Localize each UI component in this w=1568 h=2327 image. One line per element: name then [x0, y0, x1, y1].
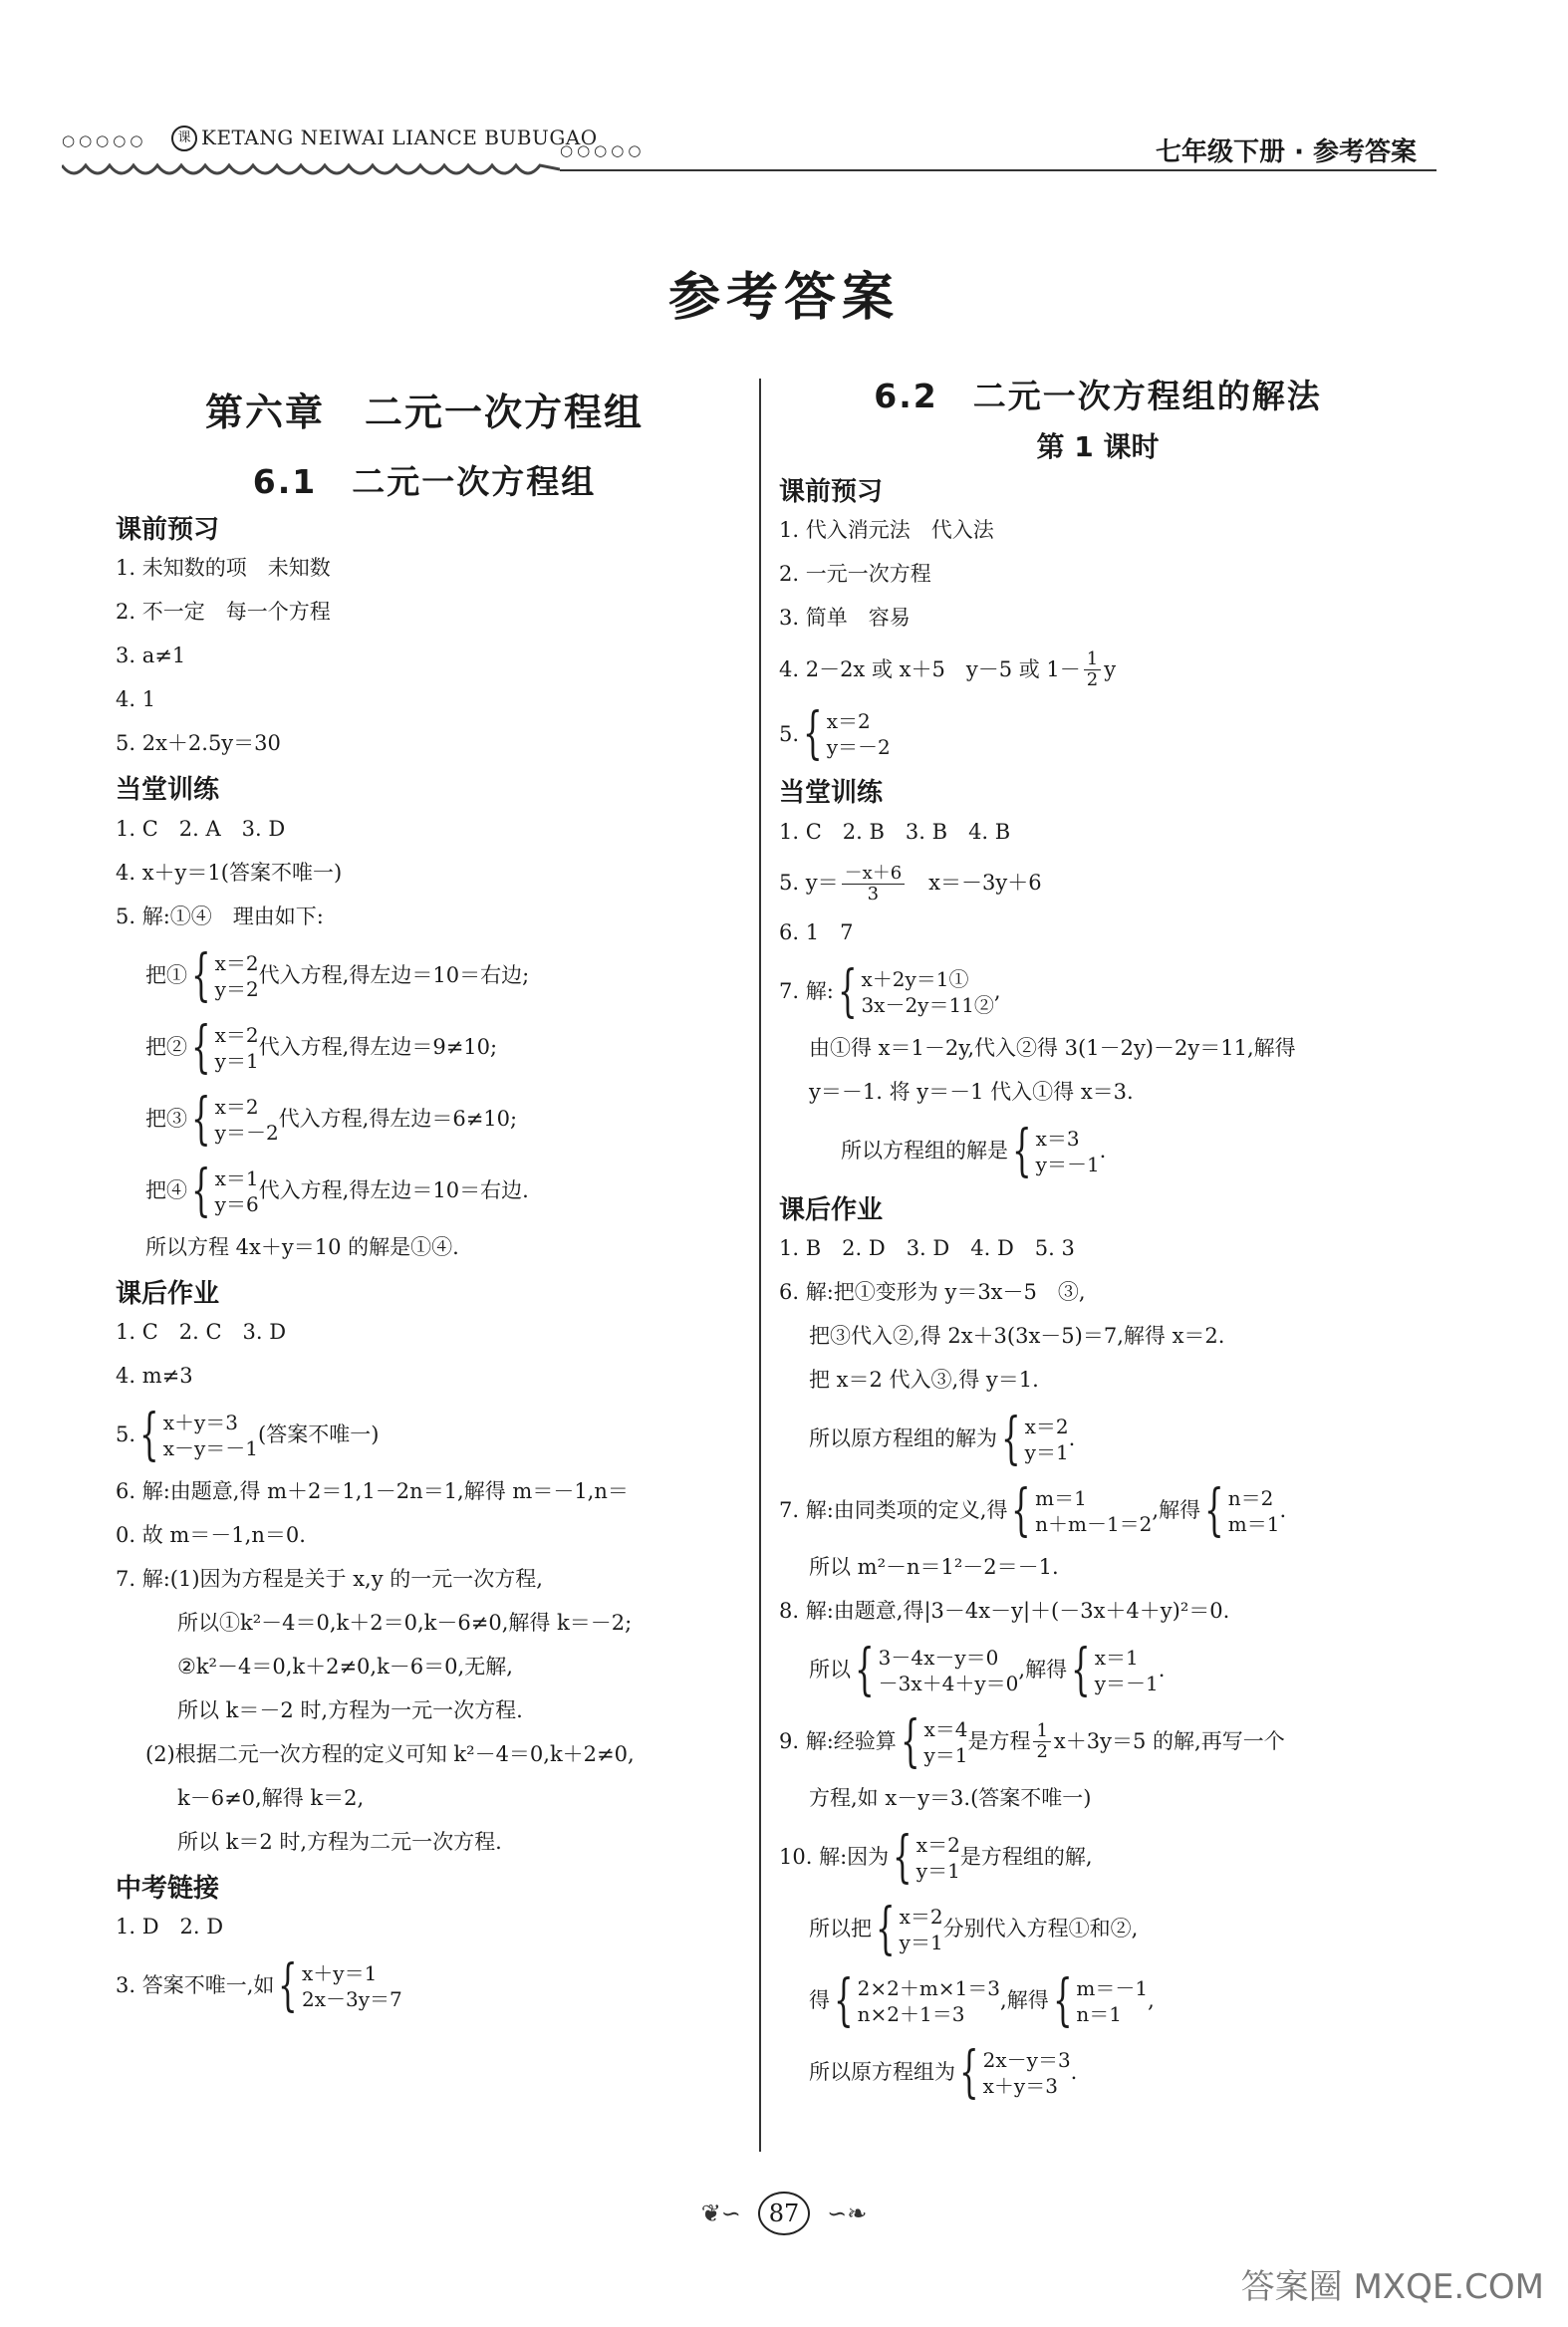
brace: {	[959, 2039, 979, 2105]
fraction	[1033, 1721, 1050, 1762]
category-heading: 中考链接	[116, 1873, 220, 1904]
equation-suffix: 代入方程,得左边＝10＝右边;	[258, 962, 530, 987]
answer-line: 6. 1 7	[779, 919, 854, 944]
equation-suffix: ,	[1148, 1988, 1155, 2013]
answer-line: 把 x＝2 代入③,得 y＝1.	[809, 1367, 1039, 1392]
equation: n＋m－1＝2	[1035, 1511, 1153, 1536]
equation: n＝1	[1076, 2001, 1122, 2026]
equation-suffix: 分别代入方程①和②,	[942, 1917, 1139, 1941]
equation-prefix: 5.	[116, 1422, 136, 1447]
equation-suffix: ,	[993, 978, 1001, 1003]
equation-prefix: 把②	[145, 1034, 187, 1059]
denominator: 2	[1086, 669, 1099, 691]
equation-prefix: 所以原方程组的解为	[809, 1426, 997, 1451]
equation-system-line	[779, 1967, 1417, 2033]
equation-system-line	[779, 2039, 1417, 2105]
equation-prefix: 得	[809, 1988, 830, 2013]
equation: y＝－1	[1035, 1152, 1100, 1176]
equation-stack	[1228, 1485, 1280, 1537]
equation-stack	[1095, 1645, 1159, 1696]
equation: m＝1	[1035, 1485, 1087, 1510]
answer-line: 6. 解:由题意,得 m＋2＝1,1－2n＝1,解得 m＝－1,n＝	[116, 1478, 629, 1503]
equation-suffix: 代入方程,得左边＝6≠10;	[278, 1106, 518, 1131]
answer-line: (2)根据二元一次方程的定义可知 k²－4＝0,k＋2≠0,	[145, 1741, 635, 1766]
numerator: －x＋6	[842, 864, 906, 885]
equation: n×2＋1＝3	[857, 2001, 965, 2026]
answer-line: 6. 解:把①变形为 y＝3x－5 ③,	[779, 1279, 1086, 1304]
page-header	[62, 118, 1437, 197]
equation: x＋y＝1	[302, 1960, 378, 1985]
equation-suffix: .	[1068, 1426, 1076, 1451]
page-number: 87	[758, 2192, 810, 2235]
answer-line: 所以方程 4x＋y＝10 的解是①④.	[145, 1234, 459, 1259]
brace: {	[1011, 1477, 1032, 1543]
equation-system-line	[116, 1158, 733, 1223]
equation-system-line	[779, 1637, 1417, 1702]
equation: －3x＋4＋y＝0	[878, 1671, 1019, 1695]
equation-prefix: 10. 解:因为	[779, 1845, 890, 1870]
left-column	[116, 377, 733, 2030]
answer-line: 1. C 2. A 3. D	[116, 816, 286, 841]
watermark-logo: 答案圈 MXQE.COM	[1240, 2267, 1544, 2307]
right-column	[779, 377, 1417, 2117]
brace: {	[1204, 1477, 1224, 1543]
answer-line: 方程,如 x－y＝3.(答案不唯一)	[809, 1785, 1092, 1810]
equation-prefix: 7. 解:由同类项的定义,得	[779, 1498, 1008, 1523]
page-title: 参考答案	[667, 268, 900, 328]
equation-system-line	[116, 1952, 733, 2018]
equation: x＝2	[214, 950, 259, 975]
equation: x＝4	[923, 1716, 968, 1741]
brace: {	[1001, 1406, 1021, 1471]
equation-prefix: 5.	[779, 721, 800, 746]
lesson-heading: 第 1 课时	[1036, 429, 1160, 463]
equation: x＝1	[1094, 1645, 1139, 1670]
equation-stack	[1035, 1485, 1152, 1537]
equation: x－y＝－1	[162, 1435, 258, 1460]
header-right-title: 七年级下册 · 参考答案	[1156, 137, 1417, 167]
brace: {	[278, 1952, 299, 2018]
equation-prefix: 所以原方程组为	[809, 2060, 955, 2085]
equation-connector: ,解得	[1000, 1988, 1049, 2013]
section-heading: 6.1 二元一次方程组	[252, 461, 597, 501]
fraction-line	[779, 649, 1417, 690]
brace: {	[837, 958, 858, 1024]
answer-line: 所以 k＝2 时,方程为二元一次方程.	[177, 1829, 502, 1854]
equation: n＝2	[1227, 1485, 1274, 1510]
equation-system-line	[779, 1824, 1417, 1890]
text: 5. y＝	[779, 871, 839, 896]
equation: x＋y＝3	[982, 2073, 1058, 2098]
category-heading: 课前预习	[779, 477, 884, 508]
answer-line: k－6≠0,解得 k＝2,	[177, 1785, 365, 1810]
category-heading: 当堂训练	[779, 778, 884, 809]
equation: y＝6	[214, 1191, 259, 1216]
answer-line: 1. D 2. D	[116, 1914, 224, 1939]
equation-system-line	[779, 958, 1417, 1024]
equation: x＝1	[214, 1165, 259, 1190]
header-dots-left: ○○○○○	[62, 131, 147, 149]
equation: x＋2y＝1①	[861, 966, 969, 991]
answer-line: 1. 未知数的项 未知数	[116, 556, 331, 581]
equation: x＝2	[826, 709, 871, 734]
category-heading: 当堂训练	[116, 775, 220, 806]
brace: {	[900, 1708, 920, 1774]
equation-stack	[983, 2047, 1071, 2099]
equation-stack	[302, 1960, 402, 2012]
answer-line: 4. m≠3	[116, 1363, 193, 1388]
equation-system-line	[779, 1896, 1417, 1961]
equation-stack	[879, 1645, 1019, 1696]
equation-stack	[1076, 1975, 1148, 2027]
header-dots-right: ○○○○○	[560, 141, 646, 159]
equation: 2×2＋m×1＝3	[857, 1975, 1001, 2000]
equation: y＝1	[214, 1048, 259, 1073]
page-footer	[0, 2192, 1568, 2235]
equation-prefix: 所以把	[809, 1917, 872, 1941]
category-heading: 课后作业	[116, 1278, 220, 1309]
answer-line: 5. 解:①④ 理由如下:	[116, 904, 324, 928]
equation: x＝3	[1035, 1126, 1080, 1151]
equation: y＝－2	[826, 735, 891, 760]
answer-line: 1. 代入消元法 代入法	[779, 518, 994, 543]
equation-prefix: 7. 解:	[779, 978, 834, 1003]
brace: {	[191, 1158, 211, 1223]
answer-line: 4. 1	[116, 687, 156, 712]
equation-system-line	[779, 1708, 1417, 1774]
equation-suffix: (答案不唯一)	[258, 1422, 380, 1447]
equation-stack	[163, 1410, 258, 1461]
equation-stack	[916, 1832, 960, 1884]
answer-line: 2. 一元一次方程	[779, 562, 931, 587]
equation: x＝2	[915, 1832, 960, 1857]
left-ornament-icon: ❦∽	[700, 2199, 741, 2227]
equation-system-line	[779, 701, 1417, 767]
answer-line: y＝－1. 将 y＝－1 代入①得 x＝3.	[809, 1079, 1134, 1104]
equation-suffix: 代入方程,得左边＝9≠10;	[258, 1034, 498, 1059]
answer-line: 3. 简单 容易	[779, 606, 911, 631]
answer-line: 把③代入②,得 2x＋3(3x－5)＝7,解得 x＝2.	[809, 1323, 1225, 1348]
brace: {	[1052, 1967, 1073, 2033]
fraction	[1084, 649, 1101, 690]
brace: {	[191, 1086, 211, 1152]
brace: {	[893, 1824, 913, 1890]
equation-stack	[215, 1165, 259, 1217]
equation: y＝2	[214, 976, 259, 1001]
equation-stack	[827, 708, 891, 760]
equation-suffix: .	[1279, 1498, 1287, 1523]
answer-line: 3. a≠1	[116, 644, 186, 668]
equation-suffix: 代入方程,得左边＝10＝右边.	[258, 1177, 529, 1202]
equation: 3x－2y＝11②	[861, 992, 994, 1017]
equation: x＝2	[214, 1094, 259, 1119]
series-logo-icon: 课	[171, 126, 197, 151]
equation-stack	[1025, 1414, 1069, 1465]
equation-stack	[215, 1094, 279, 1146]
equation-system-line	[779, 1477, 1417, 1543]
fraction-line	[779, 864, 1417, 905]
brace: {	[876, 1896, 896, 1961]
equation: y＝－1	[1094, 1671, 1159, 1695]
equation-system-line	[116, 1086, 733, 1152]
equation-suffix: 是方程组的解,	[959, 1845, 1093, 1870]
answer-line: 所以 k＝－2 时,方程为一元一次方程.	[177, 1697, 523, 1722]
header-rule	[560, 169, 1437, 171]
column-divider	[759, 379, 761, 2152]
equation-system-line	[116, 1402, 733, 1467]
equation-stack	[923, 1716, 967, 1768]
equation-prefix: 9. 解:经验算	[779, 1729, 897, 1754]
equation: x＝2	[214, 1022, 259, 1047]
right-ornament-icon: ∽❧	[827, 2199, 868, 2227]
brace: {	[191, 942, 211, 1008]
answer-line: 7. 解:(1)因为方程是关于 x,y 的一元一次方程,	[116, 1566, 543, 1591]
equation-stack	[215, 1022, 259, 1074]
equation: y＝－2	[214, 1120, 279, 1145]
equation-prefix: 把④	[145, 1177, 187, 1202]
equation: 2x－y＝3	[982, 2047, 1071, 2072]
section-heading: 6.2 二元一次方程组的解法	[874, 377, 1322, 415]
equation: x＝2	[899, 1904, 943, 1929]
equation-suffix: .	[1099, 1138, 1107, 1163]
equation-prefix: 把①	[145, 962, 187, 987]
category-heading: 课前预习	[116, 515, 220, 546]
answer-line: 4. x＋y＝1(答案不唯一)	[116, 860, 343, 885]
answer-line: 1. C 2. B 3. B 4. B	[779, 819, 1011, 844]
equation-system-line	[779, 1118, 1417, 1183]
answer-line: 1. C 2. C 3. D	[116, 1319, 287, 1344]
equation-connector: ,解得	[1018, 1658, 1068, 1682]
equation-prefix: 3. 答案不唯一,如	[116, 1973, 275, 1998]
answer-line: 所以 m²－n＝1²－2＝－1.	[809, 1554, 1059, 1579]
equation-stack	[215, 950, 259, 1002]
equation-system-line	[116, 942, 733, 1008]
answer-line: 0. 故 m＝－1,n＝0.	[116, 1522, 306, 1547]
fraction	[842, 864, 906, 905]
equation: y＝1	[1024, 1439, 1069, 1464]
text: 4. 2－2x 或 x＋5 y－5 或 1－	[779, 657, 1081, 682]
equation: x＋y＝3	[162, 1410, 238, 1434]
equation-suffix: .	[1070, 2060, 1078, 2085]
equation: y＝1	[923, 1742, 968, 1767]
brace: {	[1012, 1118, 1032, 1183]
equation-suffix: x＋3y＝5 的解,再写一个	[1053, 1729, 1285, 1754]
answer-line: ②k²－4＝0,k＋2≠0,k－6＝0,无解,	[177, 1654, 513, 1679]
answer-line: 5. 2x＋2.5y＝30	[116, 731, 281, 756]
brace: {	[834, 1967, 854, 2033]
header-wave-ornament	[62, 153, 560, 183]
brace: {	[855, 1637, 875, 1702]
answer-line: 1. B 2. D 3. D 4. D 5. 3	[779, 1235, 1075, 1260]
answer-line: 所以①k²－4＝0,k＋2＝0,k－6≠0,解得 k＝－2;	[177, 1610, 633, 1635]
equation-connector: 是方程	[967, 1729, 1031, 1754]
answer-line: 由①得 x＝1－2y,代入②得 3(1－2y)－2y＝11,解得	[809, 1035, 1296, 1060]
equation: 2x－3y＝7	[302, 1986, 402, 2011]
equation-stack	[900, 1904, 943, 1955]
equation-prefix: 所以方程组的解是	[841, 1138, 1008, 1163]
equation: y＝1	[899, 1930, 943, 1954]
numerator: 1	[1084, 649, 1101, 670]
text: x＝－3y＋6	[908, 871, 1042, 896]
equation-connector: ,解得	[1152, 1498, 1201, 1523]
text: y	[1104, 657, 1117, 682]
equation-suffix: .	[1158, 1658, 1166, 1682]
equation-prefix: 把③	[145, 1106, 187, 1131]
denominator: 3	[867, 883, 880, 905]
category-heading: 课后作业	[779, 1194, 884, 1225]
chapter-heading: 第六章 二元一次方程组	[204, 390, 644, 434]
brace: {	[803, 701, 823, 767]
series-title: KETANG NEIWAI LIANCE BUBUGAO	[201, 126, 598, 149]
answer-line: 8. 解:由题意,得|3－4x－y|＋(－3x＋4＋y)²＝0.	[779, 1598, 1230, 1623]
numerator: 1	[1033, 1721, 1050, 1742]
equation: 3－4x－y＝0	[878, 1645, 999, 1670]
equation-prefix: 所以	[809, 1658, 851, 1682]
equation-stack	[858, 1975, 1000, 2027]
brace: {	[191, 1014, 211, 1080]
equation: m＝－1	[1076, 1975, 1149, 2000]
brace: {	[139, 1402, 159, 1467]
equation: x＝2	[1024, 1414, 1069, 1438]
equation: m＝1	[1227, 1511, 1280, 1536]
equation-system-line	[779, 1406, 1417, 1471]
equation-system-line	[116, 1014, 733, 1080]
equation: y＝1	[915, 1858, 960, 1883]
answer-line: 2. 不一定 每一个方程	[116, 600, 331, 625]
equation-stack	[1036, 1126, 1100, 1177]
brace: {	[1071, 1637, 1091, 1702]
equation-stack	[861, 966, 993, 1018]
denominator: 2	[1036, 1741, 1048, 1763]
